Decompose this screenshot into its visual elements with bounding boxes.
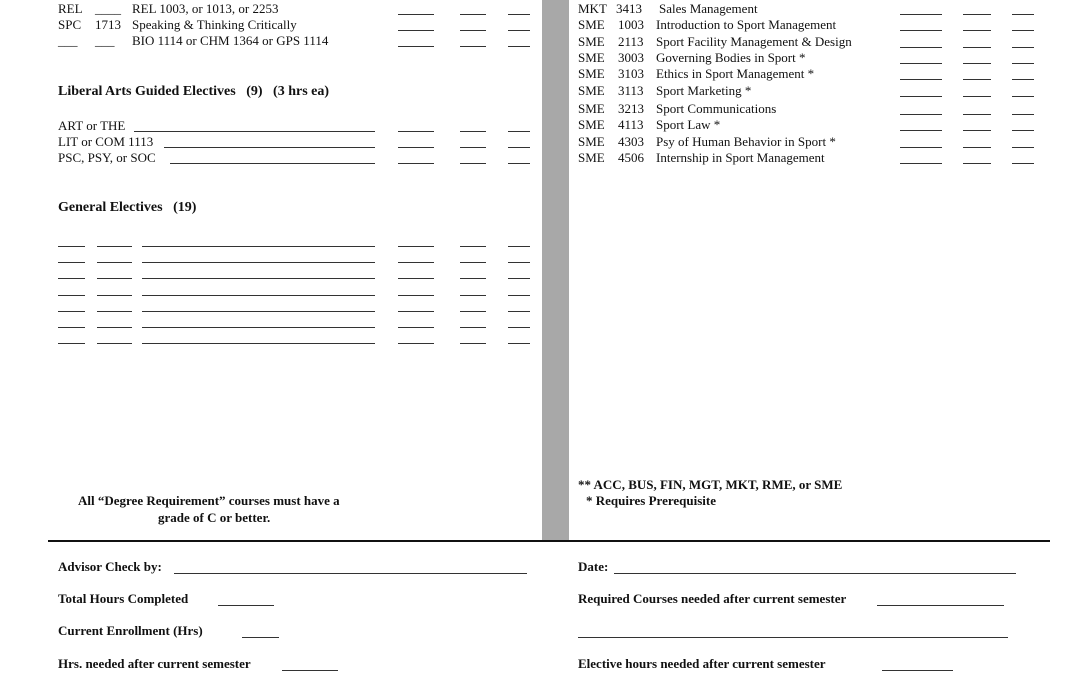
course-blank[interactable] bbox=[164, 147, 375, 148]
hrs-needed-label: Hrs. needed after current semester bbox=[58, 656, 251, 671]
course-blank[interactable] bbox=[142, 295, 375, 296]
grade-blank[interactable] bbox=[900, 79, 942, 80]
course-prefix: SME bbox=[578, 101, 605, 116]
number-blank[interactable] bbox=[97, 295, 132, 296]
grade-blank[interactable] bbox=[398, 163, 434, 164]
required-courses-label: Required Courses needed after current semester bbox=[578, 591, 847, 606]
course-description: Speaking & Thinking Critically bbox=[132, 17, 297, 32]
grade-blank[interactable] bbox=[398, 246, 434, 247]
current-enrollment-label: Current Enrollment (Hrs) bbox=[58, 623, 203, 638]
course-prefix: SME bbox=[578, 117, 605, 132]
date-field[interactable] bbox=[614, 573, 1016, 574]
semester-blank[interactable] bbox=[460, 246, 486, 247]
course-blank[interactable] bbox=[134, 131, 375, 132]
hours-blank[interactable] bbox=[508, 30, 530, 31]
general-electives-title: General Electives bbox=[58, 200, 163, 215]
liberal-arts-item: ART or THE bbox=[58, 118, 126, 133]
hours-blank[interactable] bbox=[508, 131, 530, 132]
course-number: 2113 bbox=[618, 34, 644, 49]
hours-blank[interactable] bbox=[508, 343, 530, 344]
prerequisite-note: * Requires Prerequisite bbox=[586, 493, 716, 508]
grade-blank[interactable] bbox=[900, 130, 942, 131]
course-number: 3103 bbox=[618, 66, 644, 81]
course-description: Psy of Human Behavior in Sport * bbox=[656, 134, 836, 149]
hours-blank[interactable] bbox=[508, 327, 530, 328]
course-number: 3003 bbox=[618, 50, 644, 65]
degree-requirement-note: All “Degree Requirement” courses must have a bbox=[78, 493, 340, 508]
semester-blank[interactable] bbox=[460, 131, 486, 132]
semester-blank[interactable] bbox=[460, 163, 486, 164]
semester-blank[interactable] bbox=[963, 14, 991, 15]
elective-prefix-note: ** ACC, BUS, FIN, MGT, MKT, RME, or SME bbox=[578, 477, 843, 492]
course-description: Governing Bodies in Sport * bbox=[656, 50, 806, 65]
grade-blank[interactable] bbox=[398, 262, 434, 263]
course-prefix: SME bbox=[578, 17, 605, 32]
hours-blank[interactable] bbox=[1012, 96, 1034, 97]
course-prefix: SME bbox=[578, 50, 605, 65]
course-description: Sport Facility Management & Design bbox=[656, 34, 852, 49]
course-prefix: SME bbox=[578, 134, 605, 149]
hours-blank[interactable] bbox=[1012, 14, 1034, 15]
semester-blank[interactable] bbox=[460, 14, 486, 15]
prefix-blank[interactable] bbox=[58, 262, 85, 263]
elective-hours-field[interactable] bbox=[882, 670, 953, 671]
total-hours-field[interactable] bbox=[218, 605, 274, 606]
advisor-check-field[interactable] bbox=[174, 573, 527, 574]
hours-blank[interactable] bbox=[508, 46, 530, 47]
elective-hours-label: Elective hours needed after current semester bbox=[578, 656, 826, 671]
grade-blank[interactable] bbox=[900, 63, 942, 64]
number-blank[interactable] bbox=[97, 262, 132, 263]
column-divider bbox=[542, 0, 569, 540]
course-prefix: SME bbox=[578, 34, 605, 49]
course-prefix: MKT bbox=[578, 1, 607, 16]
semester-blank[interactable] bbox=[963, 30, 991, 31]
grade-blank[interactable] bbox=[900, 163, 942, 164]
course-blank[interactable] bbox=[170, 163, 375, 164]
course-description: Introduction to Sport Management bbox=[656, 17, 837, 32]
liberal-arts-hours: (3 hrs ea) bbox=[273, 84, 330, 99]
course-description: Sales Management bbox=[659, 1, 758, 16]
hours-blank[interactable] bbox=[1012, 63, 1034, 64]
general-electives-count: (19) bbox=[173, 200, 197, 215]
semester-blank[interactable] bbox=[963, 114, 991, 115]
grade-blank[interactable] bbox=[398, 30, 434, 31]
grade-blank[interactable] bbox=[900, 14, 942, 15]
course-description: Sport Communications bbox=[656, 101, 777, 116]
grade-blank[interactable] bbox=[900, 47, 942, 48]
advisor-check-label: Advisor Check by: bbox=[58, 559, 162, 574]
grade-blank[interactable] bbox=[398, 46, 434, 47]
course-number: 3413 bbox=[616, 1, 642, 16]
grade-blank[interactable] bbox=[398, 311, 434, 312]
grade-blank[interactable] bbox=[900, 30, 942, 31]
total-hours-label: Total Hours Completed bbox=[58, 591, 189, 606]
hours-blank[interactable] bbox=[1012, 114, 1034, 115]
liberal-arts-heading bbox=[58, 84, 329, 99]
hours-blank[interactable] bbox=[1012, 130, 1034, 131]
hours-blank[interactable] bbox=[1012, 30, 1034, 31]
course-prefix: SME bbox=[578, 66, 605, 81]
course-blank[interactable] bbox=[142, 246, 375, 247]
prefix-blank[interactable] bbox=[58, 246, 85, 247]
semester-blank[interactable] bbox=[963, 147, 991, 148]
semester-blank[interactable] bbox=[460, 278, 486, 279]
semester-blank[interactable] bbox=[460, 147, 486, 148]
course-description: Internship in Sport Management bbox=[656, 150, 825, 165]
semester-blank[interactable] bbox=[460, 46, 486, 47]
course-blank[interactable] bbox=[142, 311, 375, 312]
semester-blank[interactable] bbox=[460, 295, 486, 296]
number-blank[interactable] bbox=[97, 278, 132, 279]
hours-blank[interactable] bbox=[1012, 147, 1034, 148]
hours-blank[interactable] bbox=[508, 14, 530, 15]
liberal-arts-title: Liberal Arts Guided Electives bbox=[58, 84, 236, 99]
general-electives-heading bbox=[58, 200, 196, 215]
prefix-blank[interactable] bbox=[58, 343, 85, 344]
course-description: BIO 1114 or CHM 1364 or GPS 1114 bbox=[132, 33, 329, 48]
hours-blank[interactable] bbox=[508, 311, 530, 312]
course-description: Sport Marketing * bbox=[656, 83, 752, 98]
number-blank[interactable] bbox=[97, 311, 132, 312]
required-courses-field-2[interactable] bbox=[578, 637, 1008, 638]
course-prefix: ___ bbox=[58, 33, 78, 48]
grade-blank[interactable] bbox=[900, 147, 942, 148]
course-number: 4113 bbox=[618, 117, 644, 132]
hours-blank[interactable] bbox=[508, 147, 530, 148]
required-courses-field[interactable] bbox=[877, 605, 1004, 606]
prefix-blank[interactable] bbox=[58, 327, 85, 328]
semester-blank[interactable] bbox=[963, 163, 991, 164]
hours-blank[interactable] bbox=[508, 295, 530, 296]
semester-blank[interactable] bbox=[963, 79, 991, 80]
grade-blank[interactable] bbox=[398, 327, 434, 328]
semester-blank[interactable] bbox=[460, 262, 486, 263]
hours-blank[interactable] bbox=[508, 246, 530, 247]
course-blank[interactable] bbox=[142, 327, 375, 328]
grade-blank[interactable] bbox=[398, 147, 434, 148]
hrs-needed-field[interactable] bbox=[282, 670, 338, 671]
grade-blank[interactable] bbox=[398, 278, 434, 279]
hours-blank[interactable] bbox=[508, 163, 530, 164]
course-description: REL 1003, or 1013, or 2253 bbox=[132, 1, 279, 16]
course-number: 3213 bbox=[618, 101, 644, 116]
course-number: 4506 bbox=[618, 150, 644, 165]
grade-blank[interactable] bbox=[398, 131, 434, 132]
course-prefix: SME bbox=[578, 83, 605, 98]
date-label: Date: bbox=[578, 559, 609, 574]
prefix-blank[interactable] bbox=[58, 295, 85, 296]
course-number: 4303 bbox=[618, 134, 644, 149]
hours-blank[interactable] bbox=[508, 262, 530, 263]
semester-blank[interactable] bbox=[460, 311, 486, 312]
course-number: 1713 bbox=[95, 17, 121, 32]
grade-blank[interactable] bbox=[398, 295, 434, 296]
grade-blank[interactable] bbox=[900, 114, 942, 115]
current-enrollment-field[interactable] bbox=[242, 637, 279, 638]
section-rule bbox=[48, 540, 1050, 542]
hours-blank[interactable] bbox=[1012, 47, 1034, 48]
semester-blank[interactable] bbox=[460, 343, 486, 344]
liberal-arts-item: LIT or COM 1113 bbox=[58, 134, 154, 149]
grade-blank[interactable] bbox=[900, 96, 942, 97]
liberal-arts-item: PSC, PSY, or SOC bbox=[58, 150, 156, 165]
degree-requirement-note-2: grade of C or better. bbox=[158, 510, 271, 525]
grade-blank[interactable] bbox=[398, 343, 434, 344]
semester-blank[interactable] bbox=[460, 327, 486, 328]
course-description: Sport Law * bbox=[656, 117, 721, 132]
course-blank[interactable] bbox=[142, 343, 375, 344]
semester-blank[interactable] bbox=[460, 30, 486, 31]
semester-blank[interactable] bbox=[963, 47, 991, 48]
liberal-arts-count: (9) bbox=[246, 84, 263, 99]
course-blank[interactable] bbox=[142, 262, 375, 263]
prefix-blank[interactable] bbox=[58, 278, 85, 279]
grade-blank[interactable] bbox=[398, 14, 434, 15]
course-number: 1003 bbox=[618, 17, 644, 32]
semester-blank[interactable] bbox=[963, 63, 991, 64]
prefix-blank[interactable] bbox=[58, 311, 85, 312]
course-prefix: SPC bbox=[58, 17, 82, 32]
number-blank[interactable] bbox=[97, 343, 132, 344]
semester-blank[interactable] bbox=[963, 130, 991, 131]
course-description: Ethics in Sport Management * bbox=[656, 66, 815, 81]
hours-blank[interactable] bbox=[1012, 79, 1034, 80]
number-blank[interactable] bbox=[97, 246, 132, 247]
course-number: ____ bbox=[95, 1, 121, 16]
course-prefix: SME bbox=[578, 150, 605, 165]
hours-blank[interactable] bbox=[508, 278, 530, 279]
hours-blank[interactable] bbox=[1012, 163, 1034, 164]
number-blank[interactable] bbox=[97, 327, 132, 328]
course-blank[interactable] bbox=[142, 278, 375, 279]
course-number: 3113 bbox=[618, 83, 644, 98]
semester-blank[interactable] bbox=[963, 96, 991, 97]
course-number: ___ bbox=[95, 33, 115, 48]
course-prefix: REL bbox=[58, 1, 83, 16]
